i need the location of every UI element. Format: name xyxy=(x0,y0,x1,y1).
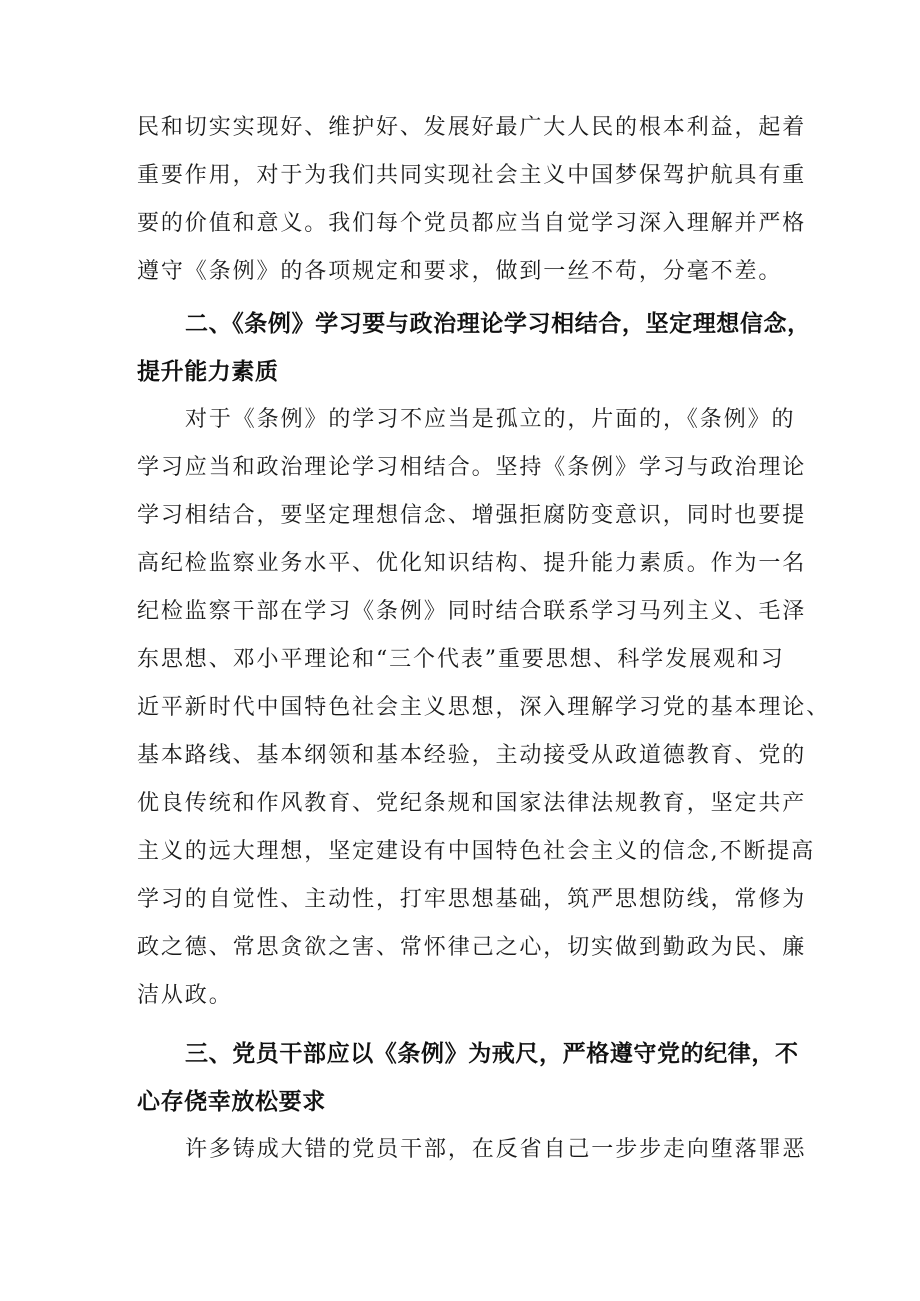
text-line: 重要作用，对于为我们共同实现社会主义中国梦保驾护航具有重 xyxy=(137,163,807,188)
text-line: 对于《条例》的学习不应当是孤立的，片面的，《条例》的 xyxy=(185,407,796,432)
heading-line: 三、党员干部应以《条例》为戒尺，严格遵守党的纪律，不 xyxy=(185,1041,799,1067)
paragraph-2 xyxy=(137,396,831,1020)
paragraph-3 xyxy=(137,1126,807,1174)
text-line: 要的价值和意义。我们每个党员都应当自觉学习深入理解并严格 xyxy=(137,211,807,236)
text-line: 高纪检监察业务水平、优化知识结构、提升能力素质。作为一名 xyxy=(137,551,807,576)
heading-line: 心存侥幸放松要求 xyxy=(137,1089,326,1115)
text-line: 优良传统和作风教育、党纪条规和国家法律法规教育，坚定共产 xyxy=(137,791,807,816)
text-line: 基本路线、基本纲领和基本经验，主动接受从政道德教育、党的 xyxy=(137,743,807,768)
text-line: 遵守《条例》的各项规定和要求，做到一丝不苟，分毫不差。 xyxy=(137,259,783,284)
document-body xyxy=(137,104,831,1174)
text-line: 主义的远大理想，坚定建设有中国特色社会主义的信念,不断提高 xyxy=(137,839,816,864)
text-line: 近平新时代中国特色社会主义思想，深入理解学习党的基本理论、 xyxy=(137,695,831,720)
text-line: 政之德、常思贪欲之害、常怀律己之心，切实做到勤政为民、廉 xyxy=(137,935,807,960)
heading-line: 二、《条例》学习要与政治理论学习相结合，坚定理想信念， xyxy=(185,311,811,337)
text-line: 学习应当和政治理论学习相结合。坚持《条例》学习与政治理论 xyxy=(137,455,807,480)
text-line: 洁从政。 xyxy=(137,983,233,1008)
section-heading-2 xyxy=(137,300,811,396)
text-line: 东思想、邓小平理论和“三个代表”重要思想、科学发展观和习 xyxy=(137,647,785,672)
text-line: 许多铸成大错的党员干部，在反省自己一步步走向堕落罪恶 xyxy=(185,1137,807,1162)
text-line: 民和切实实现好、维护好、发展好最广大人民的根本利益，起着 xyxy=(137,115,807,140)
paragraph-1 xyxy=(137,104,807,296)
text-line: 学习相结合，要坚定理想信念、增强拒腐防变意识，同时也要提 xyxy=(137,503,807,528)
section-heading-3 xyxy=(137,1030,799,1126)
heading-line: 提升能力素质 xyxy=(137,359,279,385)
text-line: 学习的自觉性、主动性，打牢思想基础，筑严思想防线，常修为 xyxy=(137,887,807,912)
text-line: 纪检监察干部在学习《条例》同时结合联系学习马列主义、毛泽 xyxy=(137,599,807,624)
